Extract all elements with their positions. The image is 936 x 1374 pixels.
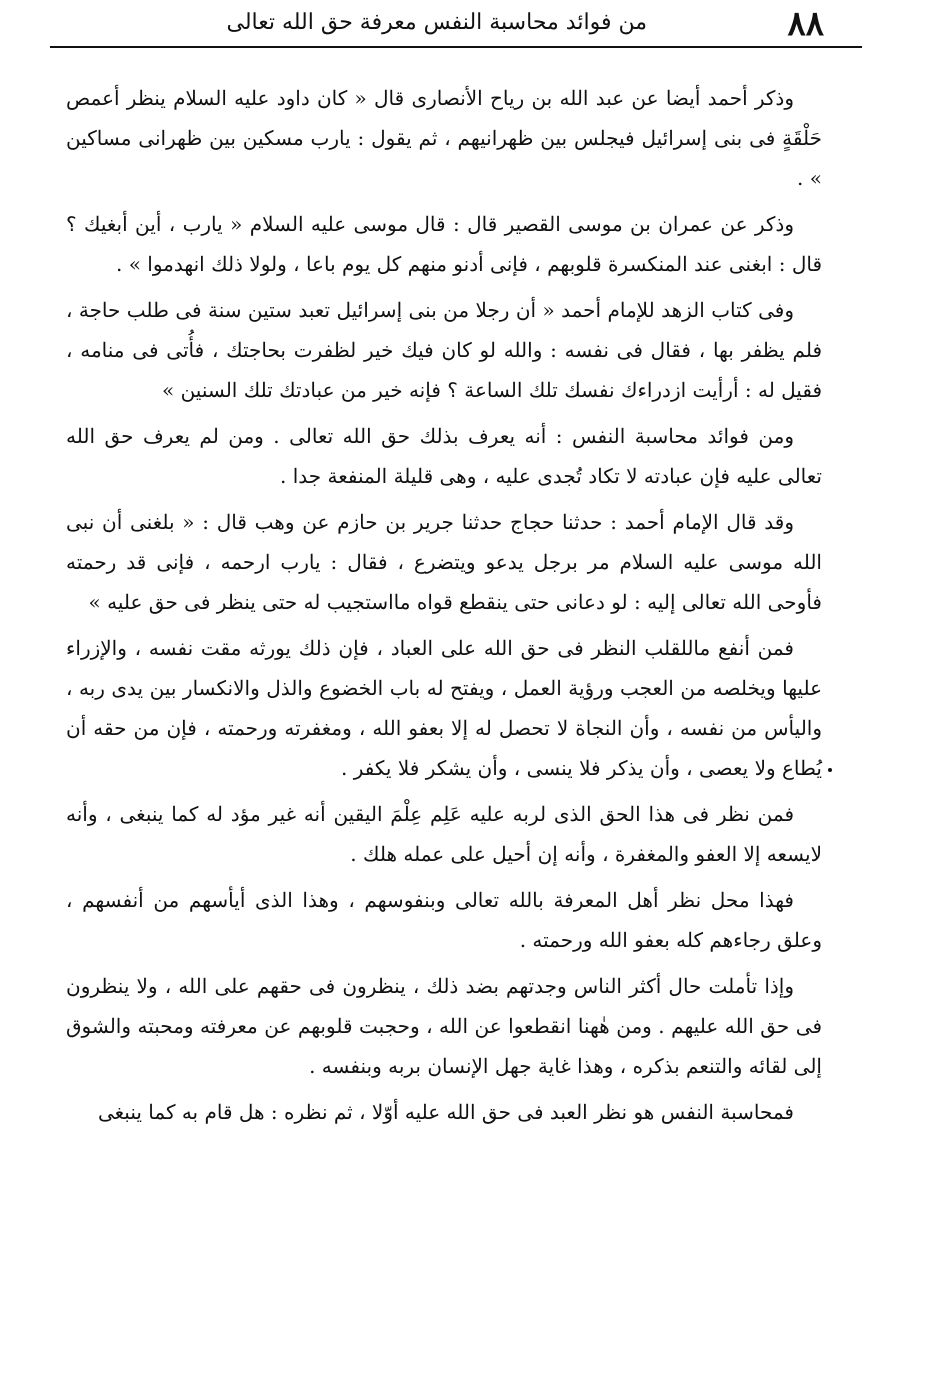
running-title: من فوائد محاسبة النفس معرفة حق الله تعالى	[226, 10, 647, 35]
paragraph-4: ومن فوائد محاسبة النفس : أنه يعرف بذلك حق الله تعالى . ومن لم يعرف حق الله تعالى عليه فإن عبادته لا تكاد تُجدى عليه ، وهى قليلة المنفعة جدا .	[66, 424, 822, 488]
page-number: ٨٨	[787, 4, 824, 44]
paragraph-3: وفى كتاب الزهد للإمام أحمد « أن رجلا من بنى إسرائيل تعبد ستين سنة فى طلب حاجة ، فلم يظفر بها ، فقال فى نفسه : والله لو كان فيك خير لظفرت بحاجتك ، فأُتى فى منامه ، فقيل له : أرأيت ازدراءك نفسك تلك الساعة ؟ فإنه خير من عبادتك تلك السنين »	[66, 298, 822, 402]
paragraph-1: وذكر أحمد أيضا عن عبد الله بن رياح الأنصارى قال « كان داود عليه السلام ينظر أعمص حَلْقَةٍ فى بنى إسرائيل فيجلس بين ظهرانيهم ، ثم يقول : يارب مسكين بين ظهرانى مساكين » .	[66, 86, 822, 190]
page-body	[66, 78, 822, 1138]
margin-dot	[828, 768, 832, 772]
paragraph-5: وقد قال الإمام أحمد : حدثنا حجاج حدثنا جرير بن حازم عن وهب قال : « بلغنى أن نبى الله موسى عليه السلام مر برجل يدعو ويتضرع ، فقال : يارب ارحمه ، فإنى قد رحمته فأوحى الله تعالى إليه : لو دعانى حتى ينقطع قواه مااستجيب له حتى ينظر فى حق عليه »	[66, 510, 822, 614]
paragraph-6: فمن أنفع ماللقلب النظر فى حق الله على العباد ، فإن ذلك يورثه مقت نفسه ، والإزراء عليها ويخلصه من العجب ورؤية العمل ، ويفتح له باب الخضوع والذل والانكسار بين يدى ربه ، واليأس من نفسه ، وأن النجاة لا تحصل له إلا بعفو الله ، ومغفرته ورحمته ، فإن من حقه أن يُطاع ولا يعصى ، وأن يذكر فلا ينسى ، وأن يشكر فلا يكفر .	[66, 636, 822, 780]
paragraph-2: وذكر عن عمران بن موسى القصير قال : قال موسى عليه السلام « يارب ، أين أبغيك ؟ قال : ابغنى عند المنكسرة قلوبهم ، فإنى أدنو منهم كل يوم باعا ، ولولا ذلك انهدموا » .	[66, 212, 822, 276]
paragraph-10: فمحاسبة النفس هو نظر العبد فى حق الله عليه أوّلا ، ثم نظره : هل قام به كما ينبغى	[97, 1100, 794, 1124]
paragraph-8: فهذا محل نظر أهل المعرفة بالله تعالى وبنفوسهم ، وهذا الذى أيأسهم من أنفسهم ، وعلق رجاءهم كله بعفو الله ورحمته .	[66, 888, 822, 952]
paragraph-9: وإذا تأملت حال أكثر الناس وجدتهم بضد ذلك ، ينظرون فى حقهم على الله ، ولا ينظرون فى حق الله عليهم . ومن هٰهنا انقطعوا عن الله ، وحجبت قلوبهم عن معرفته ومحبته والشوق إلى لقائه والتنعم بذكره ، وهذا غاية جهل الإنسان بربه وبنفسه .	[66, 974, 822, 1078]
paragraph-7: فمن نظر فى هذا الحق الذى لربه عليه عَلِم عِلْمَ اليقين أنه غير مؤد له كما ينبغى ، وأنه لايسعه إلا العفو والمغفرة ، وأنه إن أحيل على عمله هلك .	[66, 802, 822, 866]
page-header	[50, 4, 862, 48]
